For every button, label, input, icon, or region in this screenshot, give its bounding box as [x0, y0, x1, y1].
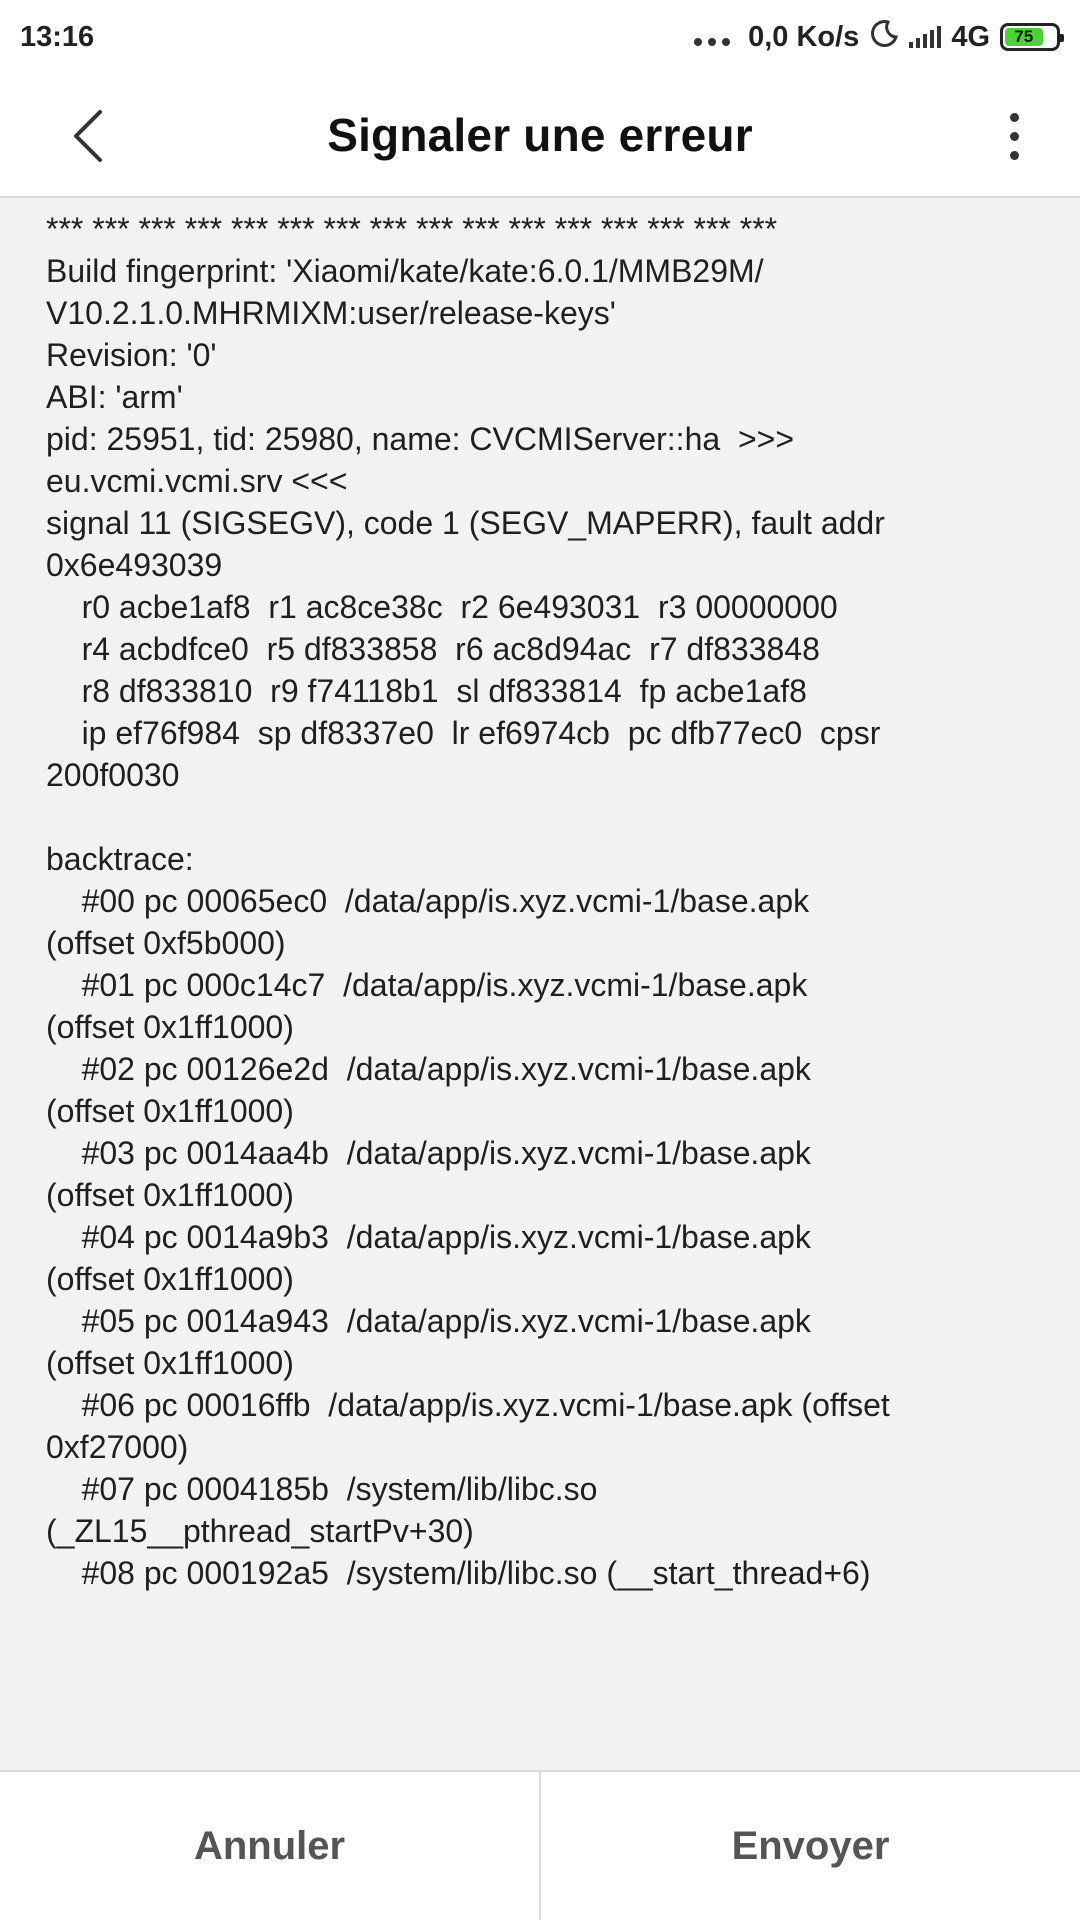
- status-bar: [0, 0, 1080, 74]
- log-line: backtrace:: [46, 841, 194, 877]
- log-line: *** *** *** *** *** *** *** *** *** *** *** *** *** *** *** ***: [46, 211, 778, 247]
- battery-icon: [1000, 23, 1060, 51]
- log-line: #08 pc 000192a5 /system/lib/libc.so (__start_thread+6): [46, 1555, 871, 1591]
- log-line: #00 pc 00065ec0 /data/app/is.xyz.vcmi-1/base.apk: [46, 883, 810, 919]
- log-line: #05 pc 0014a943 /data/app/is.xyz.vcmi-1/base.apk: [46, 1303, 811, 1339]
- log-line: ip ef76f984 sp df8337e0 lr ef6974cb pc dfb77ec0 cpsr: [46, 715, 881, 751]
- log-line: 0x6e493039: [46, 547, 223, 583]
- log-line: #06 pc 00016ffb /data/app/is.xyz.vcmi-1/base.apk (offset: [46, 1387, 890, 1423]
- log-line: #02 pc 00126e2d /data/app/is.xyz.vcmi-1/base.apk: [46, 1051, 811, 1087]
- cancel-button[interactable]: Annuler: [193, 1823, 346, 1868]
- log-line: ABI: 'arm': [46, 379, 183, 415]
- error-log[interactable]: [0, 200, 1080, 1770]
- log-line: #04 pc 0014a9b3 /data/app/is.xyz.vcmi-1/base.apk: [46, 1219, 811, 1255]
- log-line: pid: 25951, tid: 25980, name: CVCMIServer::ha >>>: [46, 421, 794, 457]
- action-bar: [0, 1770, 1080, 1920]
- log-line: (offset 0xf5b000): [46, 925, 286, 961]
- log-line: 0xf27000): [46, 1429, 189, 1465]
- battery-level: 75: [1005, 28, 1043, 46]
- log-line: Revision: '0': [46, 337, 217, 373]
- log-line: eu.vcmi.vcmi.srv <<<: [46, 463, 348, 499]
- log-line: r8 df833810 r9 f74118b1 sl df833814 fp acbe1af8: [46, 673, 807, 709]
- log-line: signal 11 (SIGSEGV), code 1 (SEGV_MAPERR), fault addr: [46, 505, 885, 541]
- status-indicators: [694, 18, 1060, 56]
- signal-icon: [909, 26, 941, 48]
- log-line: r4 acbdfce0 r5 df833858 r6 ac8d94ac r7 df833848: [46, 631, 820, 667]
- log-line: #03 pc 0014aa4b /data/app/is.xyz.vcmi-1/base.apk: [46, 1135, 811, 1171]
- log-line: (_ZL15__pthread_startPv+30): [46, 1513, 474, 1549]
- log-line: (offset 0x1ff1000): [46, 1345, 294, 1381]
- log-line: r0 acbe1af8 r1 ac8ce38c r2 6e493031 r3 00000000: [46, 589, 838, 625]
- log-line: (offset 0x1ff1000): [46, 1009, 294, 1045]
- page-title: Signaler une erreur: [327, 109, 753, 161]
- network-speed: 0,0 Ko/s: [748, 20, 860, 53]
- moon-icon: [869, 18, 899, 56]
- back-arrow-icon: [70, 108, 106, 164]
- notification-dots-icon: [694, 38, 730, 46]
- app-header: [0, 74, 1080, 198]
- send-button[interactable]: Envoyer: [731, 1823, 890, 1868]
- log-line: Build fingerprint: 'Xiaomi/kate/kate:6.0.1/MMB29M/: [46, 253, 764, 289]
- log-line: (offset 0x1ff1000): [46, 1261, 294, 1297]
- log-line: (offset 0x1ff1000): [46, 1093, 294, 1129]
- log-line: V10.2.1.0.MHRMIXM:user/release-keys': [46, 295, 616, 331]
- log-line: [46, 796, 1034, 838]
- more-options-button[interactable]: [994, 104, 1034, 168]
- network-type: 4G: [951, 20, 990, 53]
- log-line: #07 pc 0004185b /system/lib/libc.so: [46, 1471, 598, 1507]
- back-button[interactable]: [58, 104, 118, 168]
- log-line: (offset 0x1ff1000): [46, 1177, 294, 1213]
- log-line: 200f0030: [46, 757, 180, 793]
- log-line: #01 pc 000c14c7 /data/app/is.xyz.vcmi-1/base.apk: [46, 967, 808, 1003]
- status-time: 13:16: [20, 20, 95, 53]
- more-vertical-icon: [1010, 113, 1019, 122]
